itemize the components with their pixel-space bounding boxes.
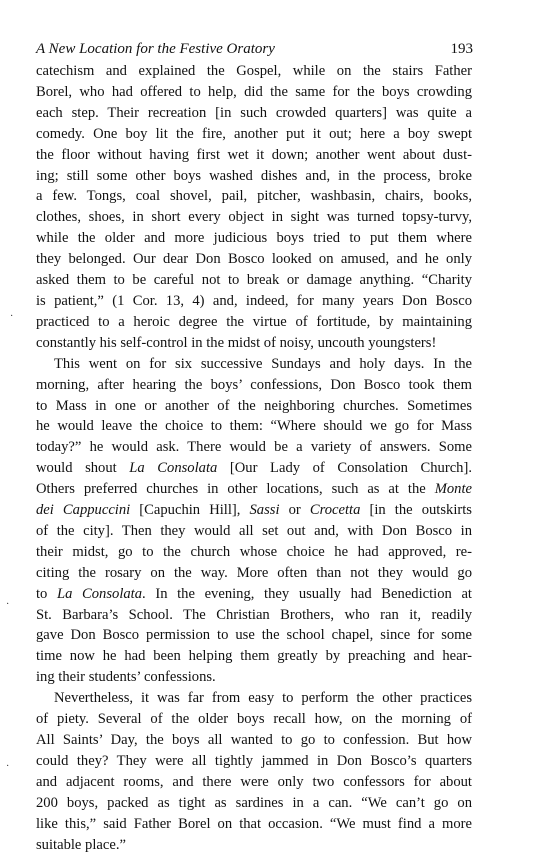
text-line: gave Don Bosco permission to use the school chapel, since for some	[36, 627, 472, 644]
text-line: a few. Tongs, coal shovel, pail, pitcher, washbasin, chairs, books,	[36, 188, 472, 205]
text-line: of the city]. Then they would all set out and, with Don Bosco in	[36, 522, 472, 539]
text-line: of piety. Several of the older boys recall how, on the morning of	[36, 711, 472, 728]
text-line: while the older and more judicious boys tried to put them where	[36, 230, 472, 247]
text-line: comedy. One boy lit the fire, another put it out; here a boy swept	[36, 125, 472, 142]
text-line: the floor without having first wet it down; another went about dust-	[36, 146, 472, 163]
text-line: St. Barbara’s School. The Christian Brothers, who ran it, readily	[36, 606, 472, 623]
text-line: and adjacent rooms, and there were only two confessors for about	[36, 773, 472, 790]
text-line: citing the rosary on the way. More often than not they would go	[36, 564, 472, 581]
text-line: would shout La Consolata [Our Lady of Consolation Church].	[36, 460, 472, 477]
text-line: morning, after hearing the boys’ confessions, Don Bosco took them	[36, 376, 472, 393]
running-header	[36, 40, 473, 58]
running-title-text: New Location for the Festive Oratory	[48, 41, 275, 57]
paragraph	[36, 688, 472, 855]
text-line: catechism and explained the Gospel, while on the stairs Father	[36, 63, 472, 79]
text-line: today?” he would ask. There would be a variety of answers. Some	[36, 439, 472, 456]
margin-mark: ·	[10, 311, 14, 322]
text-line: Others preferred churches in other locations, such as at the Monte	[36, 481, 472, 498]
text-line: constantly his self-control in the midst of noisy, uncouth youngsters!	[36, 334, 437, 351]
paragraph	[36, 354, 472, 689]
text-line: like this,” said Father Borel on that occasion. “We must find a more	[36, 815, 472, 832]
text-line: is patient,” (1 Cor. 13, 4) and, indeed, for many years Don Bosco	[36, 292, 472, 309]
text-line: to La Consolata. In the evening, they usually had Benediction at	[36, 585, 472, 602]
text-line: ing; still some other boys washed dishes and, in the process, broke	[36, 167, 472, 184]
text-line: dei Cappuccini [Capuchin Hill], Sassi or Crocetta [in the outskirts	[36, 502, 472, 519]
text-line: 200 boys, packed as tight as sardines in a can. “We can’t go on	[36, 794, 472, 811]
text-line: could they? They were all tightly jammed in Don Bosco’s quarters	[36, 752, 472, 769]
running-title	[36, 40, 275, 58]
text-line: practiced to a heroic degree the virtue of fortitude, by maintaining	[36, 313, 472, 330]
text-line: he would leave the choice to them: “Where should we go for Mass	[36, 418, 472, 435]
text-line: All Saints’ Day, the boys all wanted to go to confession. But how	[36, 732, 472, 748]
paragraph	[36, 61, 472, 354]
text-line: time now he had been helping them greatly by preaching and hear-	[36, 648, 472, 665]
text-line: ing their students’ confessions.	[36, 669, 216, 686]
text-line: their midst, go to the church whose choice he had approved, re-	[36, 543, 472, 560]
page-number: 193	[450, 41, 473, 57]
body-text	[36, 61, 472, 855]
margin-mark: ·	[6, 761, 10, 772]
text-line: asked them to be careful not to break or damage anything. “Charity	[36, 272, 472, 289]
text-line: Borel, who had offered to help, did the same for the boys crowding	[36, 83, 472, 100]
text-line: Nevertheless, it was far from easy to perform the other practices	[54, 690, 472, 707]
text-line: they belonged. Our dear Don Bosco looked on amused, and he only	[36, 251, 472, 268]
text-line: to Mass in one or another of the neighboring churches. Sometimes	[36, 397, 472, 414]
running-title-article: A	[36, 41, 45, 57]
text-line: suitable place.”	[36, 836, 126, 853]
text-line: each step. Their recreation [in such crowded quarters] was quite a	[36, 104, 472, 121]
text-line: clothes, shoes, in short every object in sight was turned topsy-turvy,	[36, 209, 472, 226]
margin-mark: ·	[6, 599, 10, 610]
text-line: This went on for six successive Sundays and holy days. In the	[54, 355, 472, 372]
